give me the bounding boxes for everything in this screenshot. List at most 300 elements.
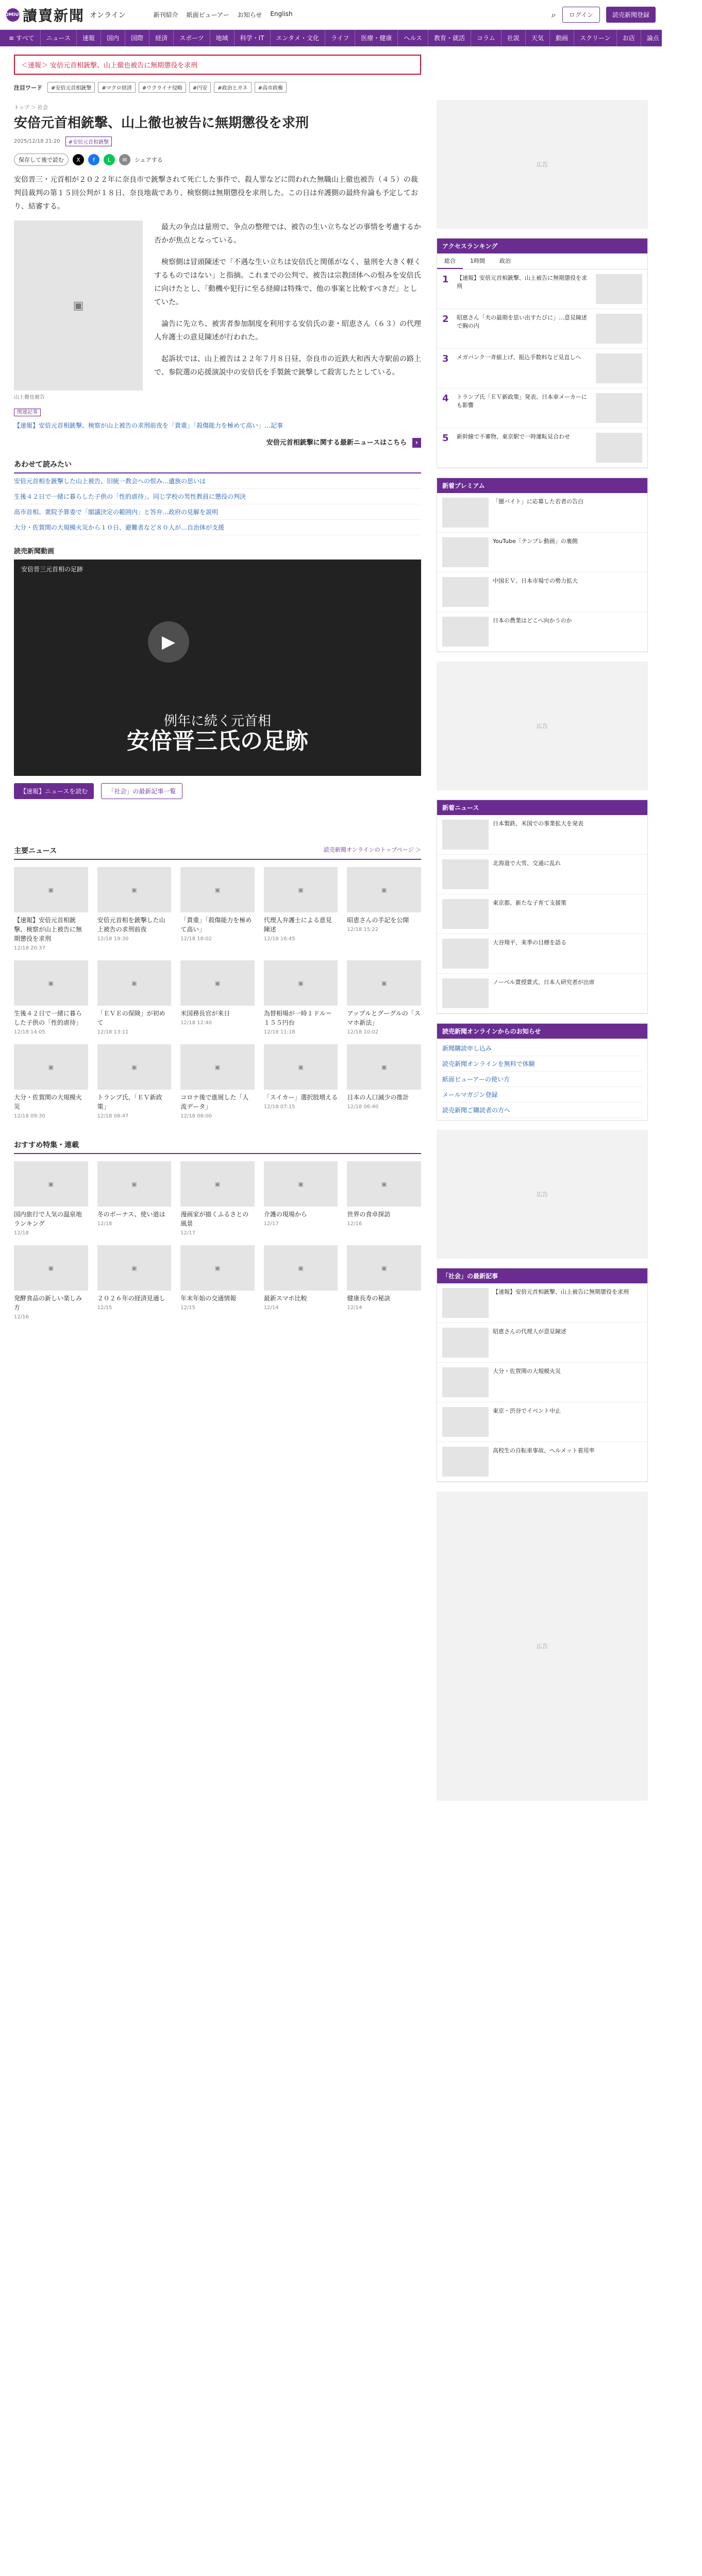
image-placeholder-icon: ▣ [48, 1063, 54, 1071]
site-logo[interactable] [2, 5, 126, 25]
social-item-thumbnail[interactable] [442, 1447, 489, 1477]
news-card[interactable] [14, 960, 88, 1035]
image-placeholder-icon: ▣ [131, 1063, 137, 1071]
latest-item-thumbnail[interactable] [442, 820, 489, 850]
latest-title: 新着ニュース [437, 800, 647, 815]
image-placeholder-icon: ▣ [298, 1264, 304, 1272]
social-item-title[interactable]: 大分・佐賀関の大規模火災 [493, 1368, 561, 1375]
news-card-thumbnail[interactable] [180, 960, 255, 1006]
news-card[interactable] [264, 1161, 338, 1236]
news-card-date: 12/18 08:00 [180, 1113, 212, 1119]
premium-item-thumbnail[interactable] [442, 537, 489, 567]
topic-chip[interactable]: #マクロ経済 [98, 82, 135, 93]
social-title: 「社会」の最新記事 [437, 1268, 647, 1283]
latest-item[interactable] [437, 934, 647, 974]
service-link[interactable]: 読売新聞オンラインを無料で体験 [442, 1056, 642, 1072]
news-card-thumbnail[interactable] [180, 867, 255, 912]
article-paragraph: 最大の争点は量刑で、争点の整理では、被告の生い立ちなどの事情を考慮するか否かが焦点となっている。 [154, 223, 421, 245]
category-nav-item[interactable]: 経済 [149, 30, 174, 46]
ranking-box [437, 238, 648, 468]
latest-item-title[interactable]: 大谷翔平、来季の目標を語る [493, 939, 566, 946]
article-paragraph: 論告に先立ち、被害者参加制度を利用する安倍氏の妻・昭恵さん（６３）の代理人弁護士の意見陳述が行われた。 [154, 320, 421, 342]
login-button[interactable]: ログイン [562, 7, 600, 23]
news-card-thumbnail[interactable] [347, 1044, 421, 1090]
article-tag[interactable]: #安倍元首相銃撃 [65, 137, 112, 146]
premium-item[interactable] [437, 493, 647, 533]
site-header [0, 0, 662, 30]
news-card-thumbnail[interactable] [347, 1161, 421, 1207]
news-card-thumbnail[interactable] [180, 1044, 255, 1090]
service-link[interactable]: 新聞購読申し込み [442, 1041, 642, 1056]
ranking-title[interactable]: トランプ氏「ＥＶ新政策」発表、日本車メーカーにも影響 [457, 394, 587, 409]
category-nav-item[interactable]: ライフ [325, 30, 355, 46]
premium-list [437, 493, 647, 652]
topic-chip[interactable]: #安倍元首相銃撃 [47, 82, 95, 93]
news-card-title[interactable]: 大分・佐賀関の大規模火災 [14, 1094, 82, 1110]
category-nav-item[interactable]: 教育・就活 [428, 30, 471, 46]
category-nav-item[interactable]: 地域 [210, 30, 235, 46]
toplink-item[interactable]: English [270, 10, 293, 18]
services-list [437, 1039, 647, 1120]
category-nav-item[interactable]: 動画 [550, 30, 574, 46]
topic-chip[interactable]: #ウクライナ侵略 [139, 82, 186, 93]
ranking-title: アクセスランキング [437, 239, 647, 253]
news-card-thumbnail[interactable] [14, 867, 88, 912]
category-nav [0, 30, 696, 46]
news-card-thumbnail[interactable] [180, 1245, 255, 1291]
arrow-right-icon: › [412, 438, 421, 448]
news-card-title[interactable]: 「貴重」「殺傷能力を極めて高い」 [180, 917, 252, 933]
latest-item-title[interactable]: 日本製鉄、米国での事業拡大を発表 [493, 820, 583, 827]
latest-item-title[interactable]: 北海道で大雪、交通に乱れ [493, 860, 561, 867]
image-placeholder-icon: ▣ [48, 1180, 54, 1188]
ranking-title[interactable]: 昭恵さん「夫の最期を思い出すたびに」…意見陳述で胸の内 [457, 314, 587, 329]
premium-item[interactable] [437, 572, 647, 612]
news-card-date: 12/18 13:11 [97, 1029, 129, 1035]
news-card-title[interactable]: 米国務長官が来日 [180, 1010, 230, 1017]
category-nav-item[interactable]: 医療・健康 [355, 30, 398, 46]
ad-banner-4[interactable]: 広告 [437, 1492, 648, 1801]
recommend-item[interactable]: 安倍元首相を銃撃した山上被告、旧統一教会への恨み…遺族の思いは [14, 473, 421, 489]
ranking-thumbnail[interactable] [596, 393, 642, 423]
video-news-button[interactable]: 【速報】ニュースを読む [14, 783, 94, 799]
mail-share-icon[interactable]: ✉ [119, 154, 130, 165]
line-share-icon[interactable]: L [104, 154, 115, 165]
news-card-title[interactable]: 生後４２日で一緒に暮らした子供の「性的虐待」 [14, 1010, 82, 1026]
ad-banner[interactable]: 広告 [437, 100, 648, 229]
ranking-thumbnail[interactable] [596, 433, 642, 463]
ranking-thumbnail[interactable] [596, 274, 642, 304]
news-card-thumbnail[interactable] [347, 1245, 421, 1291]
video-sub: 安倍晋三元首相の足跡 [21, 566, 83, 573]
article-meta [14, 137, 421, 146]
news-card-title[interactable]: 健康長寿の秘訣 [347, 1295, 391, 1302]
news-card[interactable] [347, 1245, 421, 1320]
ranking-tab[interactable]: 1時間 [470, 258, 485, 264]
news-card-date: 12/18 11:18 [263, 1029, 295, 1035]
save-button[interactable]: 保存して後で読む [14, 154, 69, 166]
ranking-title[interactable]: 【速報】安倍元首相銃撃、山上被告に無期懲役を求刑 [457, 275, 587, 290]
news-card-thumbnail[interactable] [14, 960, 88, 1006]
news-card-date: 12/18 18:02 [180, 936, 212, 942]
search-icon[interactable]: ⌕ [551, 9, 556, 20]
image-placeholder-icon: ▣ [131, 886, 137, 893]
news-card-date: 12/18 15:22 [347, 927, 379, 933]
ranking-thumbnail[interactable] [596, 314, 642, 344]
latest-item-thumbnail[interactable] [442, 939, 489, 969]
photo-caption: 山上徹也被告 [14, 395, 45, 400]
news-card-date: 12/18 06:40 [347, 1104, 379, 1110]
video-caption: 例年に続く元首相 [163, 714, 271, 729]
news-card-date: 12/18 08:47 [97, 1113, 129, 1119]
news-card-title[interactable]: 年末年始の交通情報 [180, 1295, 237, 1302]
category-nav-item[interactable]: ≡ すべて [3, 30, 41, 46]
ranking-item[interactable] [437, 388, 647, 428]
premium-box [437, 478, 648, 652]
premium-item[interactable] [437, 533, 647, 572]
article-title: 安倍元首相銃撃、山上徹也被告に無期懲役を求刑 [14, 115, 309, 131]
facebook-share-icon[interactable]: f [88, 154, 99, 165]
category-nav-item[interactable]: 国際 [125, 30, 149, 46]
ranking-tab[interactable]: 総合 [437, 253, 463, 269]
image-placeholder-icon: ▣ [48, 979, 54, 987]
register-button[interactable]: 読売新聞登録 [606, 7, 656, 23]
news-card-thumbnail[interactable] [347, 960, 421, 1006]
article-date: 2025/12/18 21:20 [14, 139, 60, 144]
article-paragraph: 検察側は冒頭陳述で「不遇な生い立ちは安倍氏と関係がなく、量刑を大きく軽くするものではない」と指摘。これまでの公判で、被告は宗教団体への恨みを安倍氏に向けたとし、「動機や犯行に至る経緯は特殊で、他の事案と比較すべきだ」としていた。 [154, 258, 421, 307]
ranking-number: 3 [442, 353, 449, 364]
main-news-grid [14, 867, 421, 1119]
ranking-item[interactable] [437, 269, 647, 309]
article-paragraph: 起訴状では、山上被告は２２年７月８日昼、奈良市の近鉄大和西大寺駅前の路上で、参院選の応援演説中の安倍氏を手製銃で銃撃して殺害したとしている。 [154, 355, 421, 377]
topic-bar [14, 82, 648, 93]
news-card[interactable] [180, 1044, 255, 1119]
news-card-thumbnail[interactable] [180, 1161, 255, 1207]
news-card[interactable] [97, 1245, 172, 1320]
category-nav-item[interactable]: 論点 [641, 30, 665, 46]
special-title-text: おすすめ特集・連載 [14, 1141, 79, 1149]
share-label[interactable]: シェアする [135, 157, 163, 163]
image-placeholder-icon: ▣ [131, 979, 137, 987]
ranking-title[interactable]: メガバンク一斉値上げ、振込手数料など見直しへ [457, 354, 581, 361]
news-card-date: 12/18 14:05 [14, 1029, 45, 1035]
article-main [14, 100, 421, 1801]
topic-chip[interactable]: #円安 [189, 82, 211, 93]
social-box [437, 1268, 648, 1482]
page-wrapper [14, 55, 648, 1801]
social-item[interactable] [437, 1363, 647, 1402]
ranking-number: 2 [442, 314, 449, 325]
news-card-thumbnail[interactable] [97, 960, 172, 1006]
social-item[interactable] [437, 1442, 647, 1482]
content-columns [14, 100, 648, 1801]
news-card-date: 12/14 [263, 1305, 279, 1311]
news-card-thumbnail[interactable] [264, 1044, 338, 1090]
category-nav-item[interactable]: 速報 [77, 30, 101, 46]
video-list-button[interactable]: 「社会」の最新記事一覧 [101, 783, 182, 799]
video-section-title: 読売新聞動画 [14, 548, 55, 555]
news-card[interactable] [14, 1161, 88, 1236]
logo-badge: YOMIURI [6, 8, 20, 22]
logo-suffix: オンライン [90, 11, 126, 20]
category-nav-item[interactable]: エンタメ・文化 [271, 30, 326, 46]
ranking-number: 4 [442, 393, 449, 404]
social-item-thumbnail[interactable] [442, 1288, 489, 1318]
breadcrumb[interactable]: トップ ＞ 社会 [14, 105, 48, 111]
latest-list [437, 815, 647, 1013]
related-link[interactable]: 【速報】安倍元首相銃撃、検察が山上被告の求刑前夜を「貴重」「殺傷能力を極めて高い」…記事 [14, 422, 283, 429]
category-nav-item[interactable]: ニュース [41, 30, 77, 46]
premium-item-title[interactable]: YouTube「テンプレ動画」の裏側 [493, 538, 578, 545]
image-placeholder-icon: ▣ [48, 886, 54, 893]
recommend-item[interactable]: 大分・佐賀関の大規模火災から１０日、避難者など８０人が…自治体が支援 [14, 520, 421, 535]
latest-item-thumbnail[interactable] [442, 978, 489, 1008]
news-card-date: 12/16 [14, 1314, 29, 1320]
news-card-thumbnail[interactable] [97, 867, 172, 912]
recommend-title [14, 459, 421, 473]
related-tag: 関連記事 [14, 409, 41, 416]
category-nav-item[interactable]: 科学・IT [235, 30, 271, 46]
image-placeholder-icon: ▣ [298, 1180, 304, 1188]
image-placeholder-icon: ▣ [214, 1264, 221, 1272]
news-card[interactable] [347, 1044, 421, 1119]
social-item-title[interactable]: 昭恵さんの代理人が意見陳述 [493, 1328, 566, 1335]
latest-item[interactable] [437, 974, 647, 1013]
article-photo-block [14, 221, 143, 400]
ranking-thumbnail[interactable] [596, 353, 642, 383]
news-card-thumbnail[interactable] [14, 1245, 88, 1291]
ad-banner-2[interactable]: 広告 [437, 662, 648, 790]
news-card-thumbnail[interactable] [97, 1161, 172, 1207]
category-nav-item[interactable]: スクリーン [574, 30, 617, 46]
ad-banner-3[interactable]: 広告 [437, 1130, 648, 1259]
news-card-date: 12/18 16:45 [263, 936, 295, 942]
premium-item-thumbnail[interactable] [442, 498, 489, 528]
latest-box [437, 800, 648, 1014]
premium-item-title[interactable]: 中国ＥＶ、日本市場での勢力拡大 [493, 578, 578, 584]
ranking-title[interactable]: 新幹線で不審物、東京駅で一時運転見合わせ [457, 433, 570, 440]
category-nav-item[interactable]: 社説 [502, 30, 526, 46]
toplink-item[interactable]: 新刊紹介 [153, 11, 178, 19]
category-nav-item[interactable]: コラム [471, 30, 502, 46]
image-placeholder-icon: ▣ [214, 1063, 221, 1071]
article-photo[interactable] [14, 221, 143, 391]
topic-chip[interactable]: #政治とカネ [214, 82, 251, 93]
services-title: 読売新聞オンラインからのお知らせ [437, 1024, 647, 1039]
ranking-tab[interactable]: 政治 [499, 258, 511, 264]
news-card-title[interactable]: 介護の現場から [263, 1211, 307, 1218]
service-link[interactable]: メールマガジン登録 [442, 1087, 642, 1103]
news-card-thumbnail[interactable] [347, 867, 421, 912]
video-player[interactable] [14, 560, 421, 776]
news-card-date: 12/18 20:37 [14, 945, 45, 951]
ranking-number: 1 [442, 274, 449, 285]
news-card-title[interactable]: 「スイカー」選択肢増える [263, 1094, 338, 1101]
social-item[interactable] [437, 1323, 647, 1363]
main-news-title [14, 845, 421, 860]
news-card-title[interactable]: 世界の食卓探訪 [347, 1211, 391, 1218]
news-card-thumbnail[interactable] [97, 1245, 172, 1291]
image-placeholder-icon: ▣ [298, 979, 304, 987]
image-placeholder-icon: ▣ [298, 1063, 304, 1071]
image-placeholder-icon: ▣ [131, 1180, 137, 1188]
news-card[interactable] [264, 1044, 338, 1119]
video-buttons [14, 783, 421, 799]
news-card-date: 12/18 10:02 [347, 1029, 379, 1035]
latest-item[interactable] [437, 855, 647, 894]
news-card-title[interactable]: コロナ後で進展した「人流データ」 [180, 1094, 249, 1110]
news-card-title[interactable]: 昭恵さんの手記を公開 [347, 917, 409, 924]
news-card-title[interactable]: 漫画家が描くふるさとの風景 [180, 1211, 249, 1227]
ranking-item[interactable] [437, 428, 647, 468]
recent-news-link[interactable] [14, 437, 421, 447]
news-card-title[interactable]: 「ＥＶＥの保険」が初めて [97, 1010, 165, 1026]
news-card-title[interactable]: 発酵食品の新しい楽しみ方 [14, 1295, 82, 1311]
social-item-title[interactable]: 高校生の自転車事故、ヘルメット着用率 [493, 1447, 595, 1454]
news-card-title[interactable]: 最新スマホ比較 [263, 1295, 307, 1302]
category-nav-item[interactable]: 天気 [526, 30, 550, 46]
breaking-alert[interactable]: ＜速報＞ 安倍元首相銃撃、山上徹也被告に無期懲役を求刑 [14, 55, 421, 75]
image-placeholder-icon: ▣ [48, 1264, 54, 1272]
category-nav-item[interactable]: ヘルス [398, 30, 428, 46]
news-card[interactable] [347, 867, 421, 951]
news-card[interactable] [14, 1245, 88, 1320]
news-card-title[interactable]: 国内旅行で人気の温泉地ランキング [14, 1211, 82, 1227]
news-card[interactable] [347, 1161, 421, 1236]
image-placeholder-icon: ▣ [131, 1264, 137, 1272]
news-card-thumbnail[interactable] [264, 1245, 338, 1291]
ranking-item[interactable] [437, 309, 647, 349]
news-card-thumbnail[interactable] [264, 1161, 338, 1207]
news-card-date: 12/15 [97, 1305, 112, 1311]
news-card[interactable] [97, 1161, 172, 1236]
social-item-thumbnail[interactable] [442, 1328, 489, 1358]
related-block [14, 408, 421, 430]
news-card-date: 12/16 [347, 1221, 362, 1227]
play-icon[interactable]: ▶ [148, 621, 189, 663]
recommend-title-text: あわせて読みたい [14, 461, 72, 469]
news-card[interactable] [264, 960, 338, 1035]
recommend-item[interactable]: 生後４２日で一緒に暮らした子供の「性的虐待」、同じ学校の男性教員に懲役の判決 [14, 489, 421, 504]
main-news-title-text: 主要ニュース [14, 847, 57, 855]
news-card[interactable] [14, 1044, 88, 1119]
recent-news-label: 安倍元首相銃撃に関する最新ニュースはこちら [266, 439, 407, 447]
main-news-more-link[interactable]: 読売新聞オンラインのトップページ ＞ [323, 846, 421, 853]
premium-item-thumbnail[interactable] [442, 617, 489, 647]
ranking-list [437, 269, 647, 468]
share-bar [14, 154, 421, 166]
recommend-item[interactable]: 高市首相、衆院予算委で「閣議決定の範囲内」と答弁…政府の見解を説明 [14, 504, 421, 520]
topic-label: 注目ワード [14, 84, 42, 91]
news-card-title[interactable]: 日本の人口減少の推計 [347, 1094, 409, 1101]
news-card-title[interactable]: 冬のボーナス、使い道は [97, 1211, 165, 1218]
special-grid [14, 1161, 421, 1320]
latest-item[interactable] [437, 815, 647, 855]
news-card-title[interactable]: アップルとグーグルの「スマホ新法」 [347, 1010, 421, 1026]
news-card[interactable] [97, 867, 172, 951]
category-nav-item[interactable]: お店 [617, 30, 641, 46]
social-item-title[interactable]: 東京・渋谷でイベント中止 [493, 1408, 561, 1414]
premium-item-thumbnail[interactable] [442, 577, 489, 607]
news-card-date: 12/18 12:40 [180, 1020, 212, 1026]
premium-item-title[interactable]: 「闇バイト」に応募した若者の告白 [493, 498, 583, 505]
social-item[interactable] [437, 1402, 647, 1442]
category-nav-item[interactable]: スポーツ [174, 30, 210, 46]
news-card[interactable] [180, 960, 255, 1035]
news-card-date: 12/18 [97, 1221, 112, 1227]
social-list [437, 1283, 647, 1482]
news-card[interactable] [180, 1245, 255, 1320]
image-placeholder-icon: ▣ [381, 1264, 387, 1272]
news-card-thumbnail[interactable] [264, 867, 338, 912]
ranking-tabs [437, 253, 647, 269]
latest-item-title[interactable]: 東京都、新たな子育て支援策 [493, 900, 566, 906]
news-card[interactable] [97, 960, 172, 1035]
news-card[interactable] [264, 1245, 338, 1320]
category-nav-item[interactable]: 読売新聞 [665, 30, 702, 46]
logo-name: 讀賣新聞 [23, 7, 85, 24]
news-card[interactable] [14, 867, 88, 951]
news-card[interactable] [264, 867, 338, 951]
latest-item-thumbnail[interactable] [442, 859, 489, 889]
toplink-item[interactable]: お知らせ [237, 11, 262, 19]
news-card-title[interactable]: 為替相場が一時１ドル＝１５５円台 [263, 1010, 332, 1026]
toplink-item[interactable]: 紙面ビューアー [186, 11, 229, 19]
news-card-title[interactable]: ２０２６年の経済見通し [97, 1295, 165, 1302]
news-card-thumbnail[interactable] [14, 1161, 88, 1207]
social-item[interactable] [437, 1283, 647, 1323]
news-card-title[interactable]: トランプ氏、「ＥＶ新政策」 [97, 1094, 162, 1110]
news-card-title[interactable]: 安倍元首相を銃撃した山上被告の求刑前夜 [97, 917, 165, 933]
social-item-thumbnail[interactable] [442, 1367, 489, 1397]
news-card-thumbnail[interactable] [14, 1044, 88, 1090]
news-card[interactable] [347, 960, 421, 1035]
sidebar [437, 100, 648, 1801]
social-item-thumbnail[interactable] [442, 1407, 489, 1437]
latest-item[interactable] [437, 894, 647, 934]
latest-item-thumbnail[interactable] [442, 899, 489, 929]
image-placeholder-icon: ▣ [381, 1063, 387, 1071]
news-card-thumbnail[interactable] [97, 1044, 172, 1090]
news-card[interactable] [180, 867, 255, 951]
service-link[interactable]: 紙面ビューアーの使い方 [442, 1072, 642, 1087]
premium-item[interactable] [437, 612, 647, 652]
recommend-list [14, 473, 421, 535]
ranking-item[interactable] [437, 349, 647, 388]
service-link[interactable]: 読売新聞ご購読者の方へ [442, 1103, 642, 1118]
special-title [14, 1140, 421, 1154]
social-item-title[interactable]: 【速報】安倍元首相銃撃、山上被告に無期懲役を求刑 [493, 1289, 629, 1295]
x-share-icon[interactable]: X [73, 154, 84, 165]
image-placeholder-icon: ▣ [214, 886, 221, 893]
photo-placeholder-icon: ▣ [73, 299, 84, 312]
news-card[interactable] [180, 1161, 255, 1236]
image-placeholder-icon: ▣ [214, 1180, 221, 1188]
news-card[interactable] [97, 1044, 172, 1119]
topic-chip[interactable]: #高市政権 [255, 82, 287, 93]
news-card-title[interactable]: 【速報】安倍元首相銃撃、検察が山上被告に無期懲役を求刑 [14, 917, 82, 942]
ranking-number: 5 [442, 433, 449, 444]
news-card-title[interactable]: 代理人弁護士による意見陳述 [263, 917, 332, 933]
premium-title: 新着プレミアム [437, 478, 647, 493]
premium-item-title[interactable]: 日本の農業はどこへ向かうのか [493, 617, 572, 624]
header-actions [551, 7, 656, 23]
news-card-date: 12/17 [180, 1230, 196, 1236]
news-card-date: 12/18 [14, 1230, 29, 1236]
latest-item-title[interactable]: ノーベル賞授賞式、日本人研究者が出席 [493, 979, 595, 986]
news-card-thumbnail[interactable] [264, 960, 338, 1006]
category-nav-item[interactable]: 国内 [101, 30, 125, 46]
